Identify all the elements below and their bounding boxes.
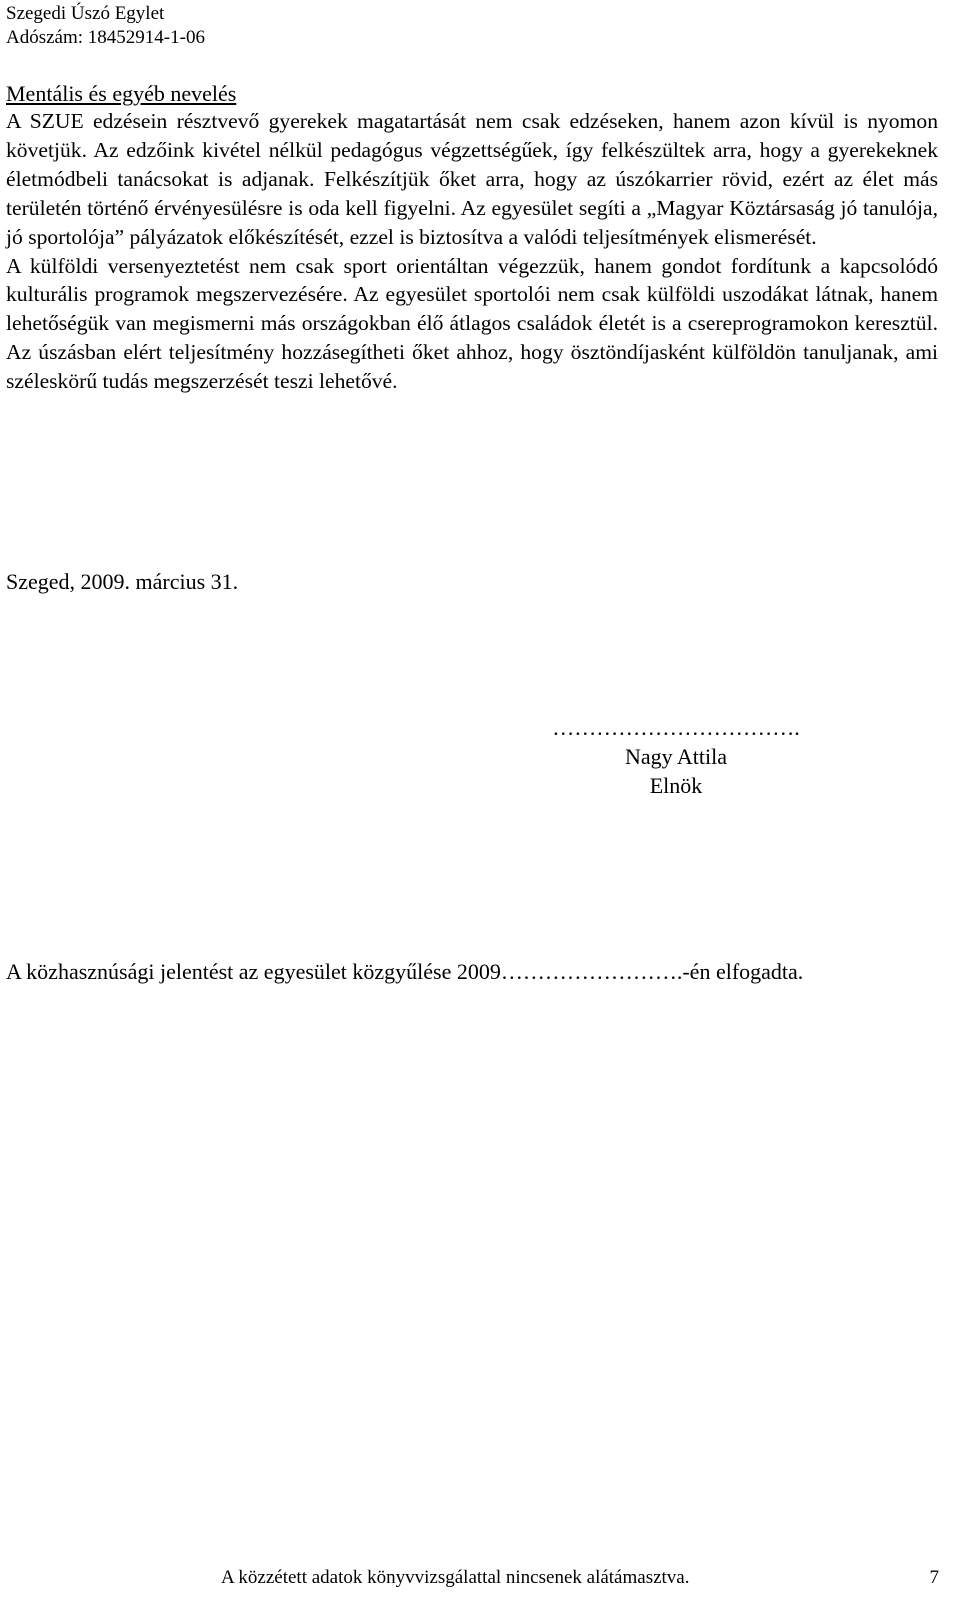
paragraph-international: A külföldi versenyeztetést nem csak sport orientáltan végezzük, hanem gondot fordítunk a kapcsolódó kulturális programok megszervezésére. Az egyesület sportolói nem csak külföldi uszodákat látnak, hanem lehetőségük van megismerni más országokban élő átlagos családok életét is a csereprogramokon keresztül. Az úszásban elért teljesítmény hozzásegítheti őket ahhoz, hogy ösztöndíjasként külföldön tanuljanak, ami széleskörű tudás megszerzését teszi lehetővé. xyxy=(6,253,938,394)
signature-line: ……………………………. xyxy=(552,715,800,740)
approval-statement: A közhasznúsági jelentést az egyesület közgyűlése 2009…………………….-én elfogadta. xyxy=(6,959,804,984)
organization-name: Szegedi Úszó Egylet xyxy=(6,3,165,24)
place-and-date: Szeged, 2009. március 31. xyxy=(6,569,239,594)
tax-id: Adószám: 18452914-1-06 xyxy=(6,27,205,48)
paragraph-education: A SZUE edzésein résztvevő gyerekek magatartását nem csak edzéseken, hanem azon kívül is nyomon követjük. Az edzőink kivétel nélkül pedagógus végzettségűek, így felkészültek arra, hogy a gyerekeknek életmódbeli tanácsokat is adjanak. Felkészítjük őket arra, hogy az úszókarrier rövid, ezért az élet más területén történő érvényesülésre is oda kell figyelni. Az egyesület segíti a „Magyar Köztársaság jó tanulója, jó sportolója” pályázatok előkészítését, ezzel is biztosítva a valódi teljesítmények elismerését. xyxy=(6,109,938,249)
signatory-name: Nagy Attila xyxy=(624,744,728,769)
section-title: Mentális és egyéb nevelés xyxy=(6,81,237,106)
signature-block xyxy=(520,713,832,800)
footer-note: A közzétett adatok könyvvizsgálattal nincsenek alátámasztva. xyxy=(221,1567,690,1588)
section-body xyxy=(6,107,938,396)
page-number: 7 xyxy=(929,1567,939,1588)
signatory-role: Elnök xyxy=(649,773,703,798)
